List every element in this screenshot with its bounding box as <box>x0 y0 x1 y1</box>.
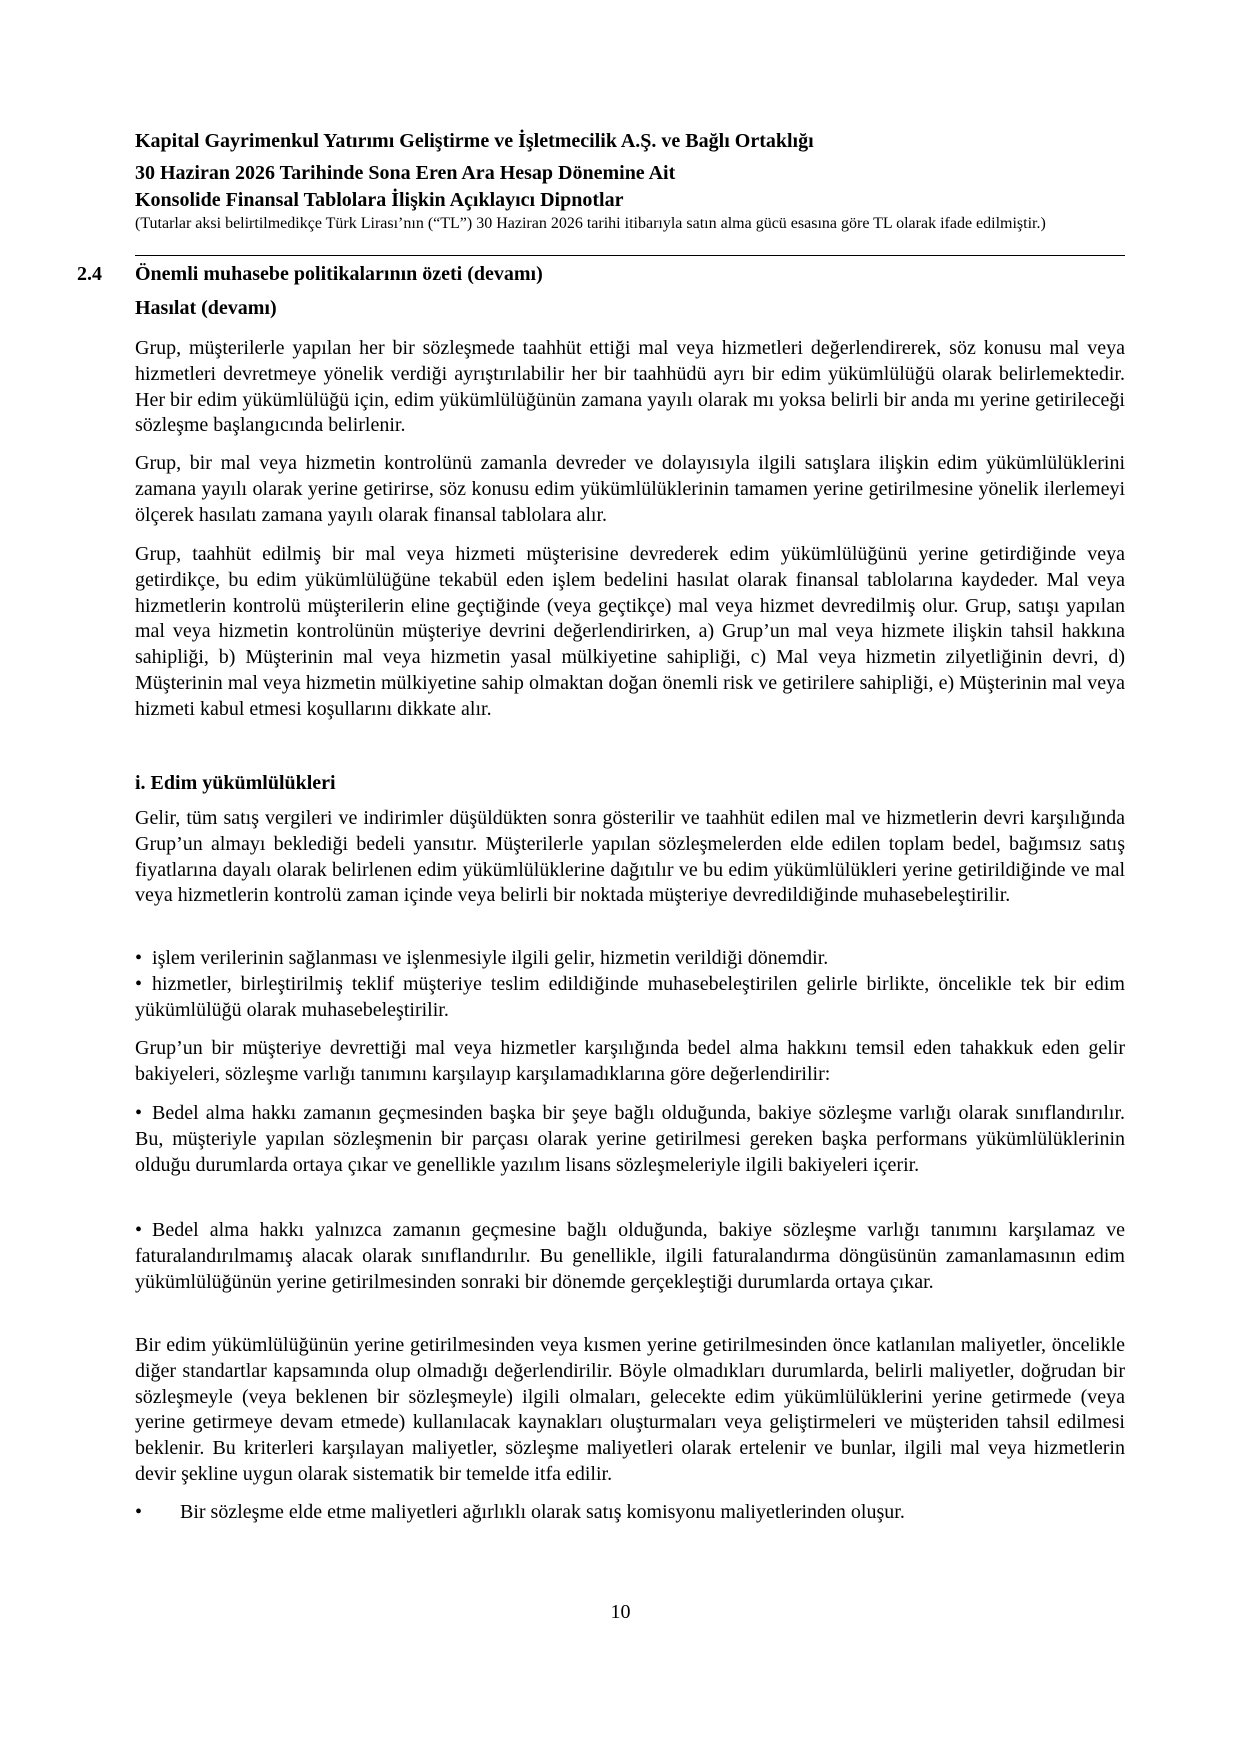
header-divider <box>135 255 1125 256</box>
paragraph-5: Grup’un bir müşteriye devrettiği mal veya hizmetler karşılığında bedel alma hakkını temsil eden tahakkuk eden gelir bakiyeleri, sözleşme varlığı tanımını karşılayıp karşılamadıklarına göre değerlendirilir: <box>135 1037 1125 1085</box>
header-period: 30 Haziran 2026 Tarihinde Sona Eren Ara Hesap Dönemine Ait <box>135 162 676 184</box>
bullet-text: hizmetler, birleştirilmiş teklif müşteriye teslim edildiğinde muhasebeleştirilen gelirle birlikte, öncelikle tek bir edim yükümlülüğü olarak muhasebeleştirilir. <box>135 973 1125 1021</box>
bullet-item-1 <box>135 946 1125 972</box>
bullet-text: Bedel alma hakkı zamanın geçmesinden başka bir şeye bağlı olduğunda, bakiye sözleşme varlığı olarak sınıflandırılır. Bu, müşteriyle yapılan sözleşmenin bir parçası olarak yerine getirilmesi gereken başka performans yükümlülüklerinin olduğu durumlarda ortaya çıkar ve genellikle yazılım lisans sözleşmeleriyle ilgili bakiyeleri içerir. <box>135 1102 1125 1176</box>
bullet-text-5: Bir sözleşme elde etme maliyetleri ağırlıklı olarak satış komisyonu maliyetlerinden oluşur. <box>180 1501 905 1523</box>
bullet-icon: • <box>135 973 143 995</box>
bullet-icon: • <box>135 1501 143 1523</box>
bullet-text: Bedel alma hakkı yalnızca zamanın geçmesine bağlı olduğunda, bakiye sözleşme varlığı tanımını karşılamaz ve faturalandırılmamış alacak olarak sınıflandırılır. Bu genellikle, ilgili faturalandırma döngüsünün zamanlamasının edim yükümlülüğünün yerine getirilmesinden sonraki bir dönemde gerçekleştiği durumlarda ortaya çıkar. <box>135 1219 1125 1293</box>
paragraph-1: Grup, müşterilerle yapılan her bir sözleşmede taahhüt ettiği mal veya hizmetleri değerlendirerek, söz konusu mal veya hizmetleri devretmeye yönelik verdiği ayrıştırılabilir her bir taahhüdü ayrı bir edim yükümlülüğü olarak belirlemektedir. Her bir edim yükümlülüğü için, edim yükümlülüğünün zamana yayılı olarak mı yoksa belirli bir anda mı yerine getirileceği sözleşme başlangıcında belirlenir. <box>135 337 1125 437</box>
header-company: Kapital Gayrimenkul Yatırımı Geliştirme ve İşletmecilik A.Ş. ve Bağlı Ortaklığı <box>135 130 814 152</box>
paragraph-6: Bir edim yükümlülüğünün yerine getirilmesinden veya kısmen yerine getirilmesinden önce katlanılan maliyetler, öncelikle diğer standartlar kapsamında olup olmadığı değerlendirilir. Böyle olmadıkları durumlarda, belirli maliyetler, doğrudan bir sözleşmeyle (veya beklenen bir sözleşmeyle) ilgili olmaları, gelecekte edim yükümlülüklerini yerine getirmede (veya yerine getirmeye devam etmede) kullanılacak kaynakları oluşturmaları veya geliştirmeleri ve müşteriden tahsil edilmesi beklenir. Bu kriterleri karşılayan maliyetler, sözleşme maliyetleri olarak ertelenir ve bunlar, ilgili mal veya hizmetlerin devir şekline uygun olarak sistematik bir temelde itfa edilir. <box>135 1334 1125 1485</box>
bullet-item-2 <box>135 972 1125 1024</box>
subheading-revenue: Hasılat (devamı) <box>135 297 277 319</box>
header-title: Konsolide Finansal Tablolara İlişkin Açıklayıcı Dipnotlar <box>135 189 624 211</box>
subheading-obligations: i. Edim yükümlülükleri <box>135 772 336 794</box>
paragraph-3: Grup, taahhüt edilmiş bir mal veya hizmeti müşterisine devrederek edim yükümlülüğünü yerine getirdiğinde veya getirdikçe, bu edim yükümlülüğüne tekabül eden işlem bedelini hasılat olarak finansal tablolarına kaydeder. Mal veya hizmetlerin kontrolü müşterilerin eline geçtiğinde (veya geçtikçe) mal veya hizmet devredilmiş olur. Grup, satışı yapılan mal veya hizmetin kontrolünün müşteriye devrini değerlendirirken, a) Grup’un mal veya hizmete ilişkin tahsil hakkına sahipliği, b) Müşterinin mal veya hizmetin yasal mülkiyetine sahipliği, c) Mal veya hizmetin zilyetliğinin devri, d) Müşterinin mal veya hizmetin mülkiyetine sahip olmaktan doğan önemli risk ve getirilere sahipliği, e) Müşterinin mal veya hizmeti kabul etmesi koşullarını dikkate alır. <box>135 543 1125 720</box>
section-title: Önemli muhasebe politikalarının özeti (devamı) <box>135 263 543 285</box>
section-number: 2.4 <box>77 263 102 285</box>
bullet-item-4 <box>135 1218 1125 1295</box>
bullet-icon: • <box>135 1219 143 1241</box>
paragraph-4: Gelir, tüm satış vergileri ve indirimler düşüldükten sonra gösterilir ve taahhüt edilen mal ve hizmetlerin devri karşılığında Grup’un almayı beklediği bedeli yansıtır. Müşterilerle yapılan sözleşmelerden elde edilen toplam bedel, bağımsız satış fiyatlarına dayalı olarak belirlenen edim yükümlülüklerine dağıtılır ve bu edim yükümlülükleri yerine getirildiğinde ve mal veya hizmetlerin kontrolü zaman içinde veya belirli bir noktada müşteriye devredildiğinde muhasebeleştirilir. <box>135 807 1125 907</box>
bullet-icon: • <box>135 1102 143 1124</box>
paragraph-2: Grup, bir mal veya hizmetin kontrolünü zamanla devreder ve dolayısıyla ilgili satışlara ilişkin edim yükümlülüklerini zamana yayılı olarak yerine getirirse, söz konusu edim yükümlülüklerinin tamamen yerine getirilmesine yönelik ilerlemeyi ölçerek hasılatı zamana yayılı olarak finansal tablolara alır. <box>135 452 1125 526</box>
bullet-text: işlem verilerinin sağlanması ve işlenmesiyle ilgili gelir, hizmetin verildiği dönemdir. <box>152 947 829 969</box>
header-note: (Tutarlar aksi belirtilmedikçe Türk Lirası’nın (“TL”) 30 Haziran 2026 tarihi itibarıyla satın alma gücü esasına göre TL olarak ifade edilmiştir.) <box>135 215 1046 232</box>
bullet-item-3 <box>135 1101 1125 1178</box>
page-number: 10 <box>610 1601 631 1623</box>
bullet-icon: • <box>135 947 143 969</box>
